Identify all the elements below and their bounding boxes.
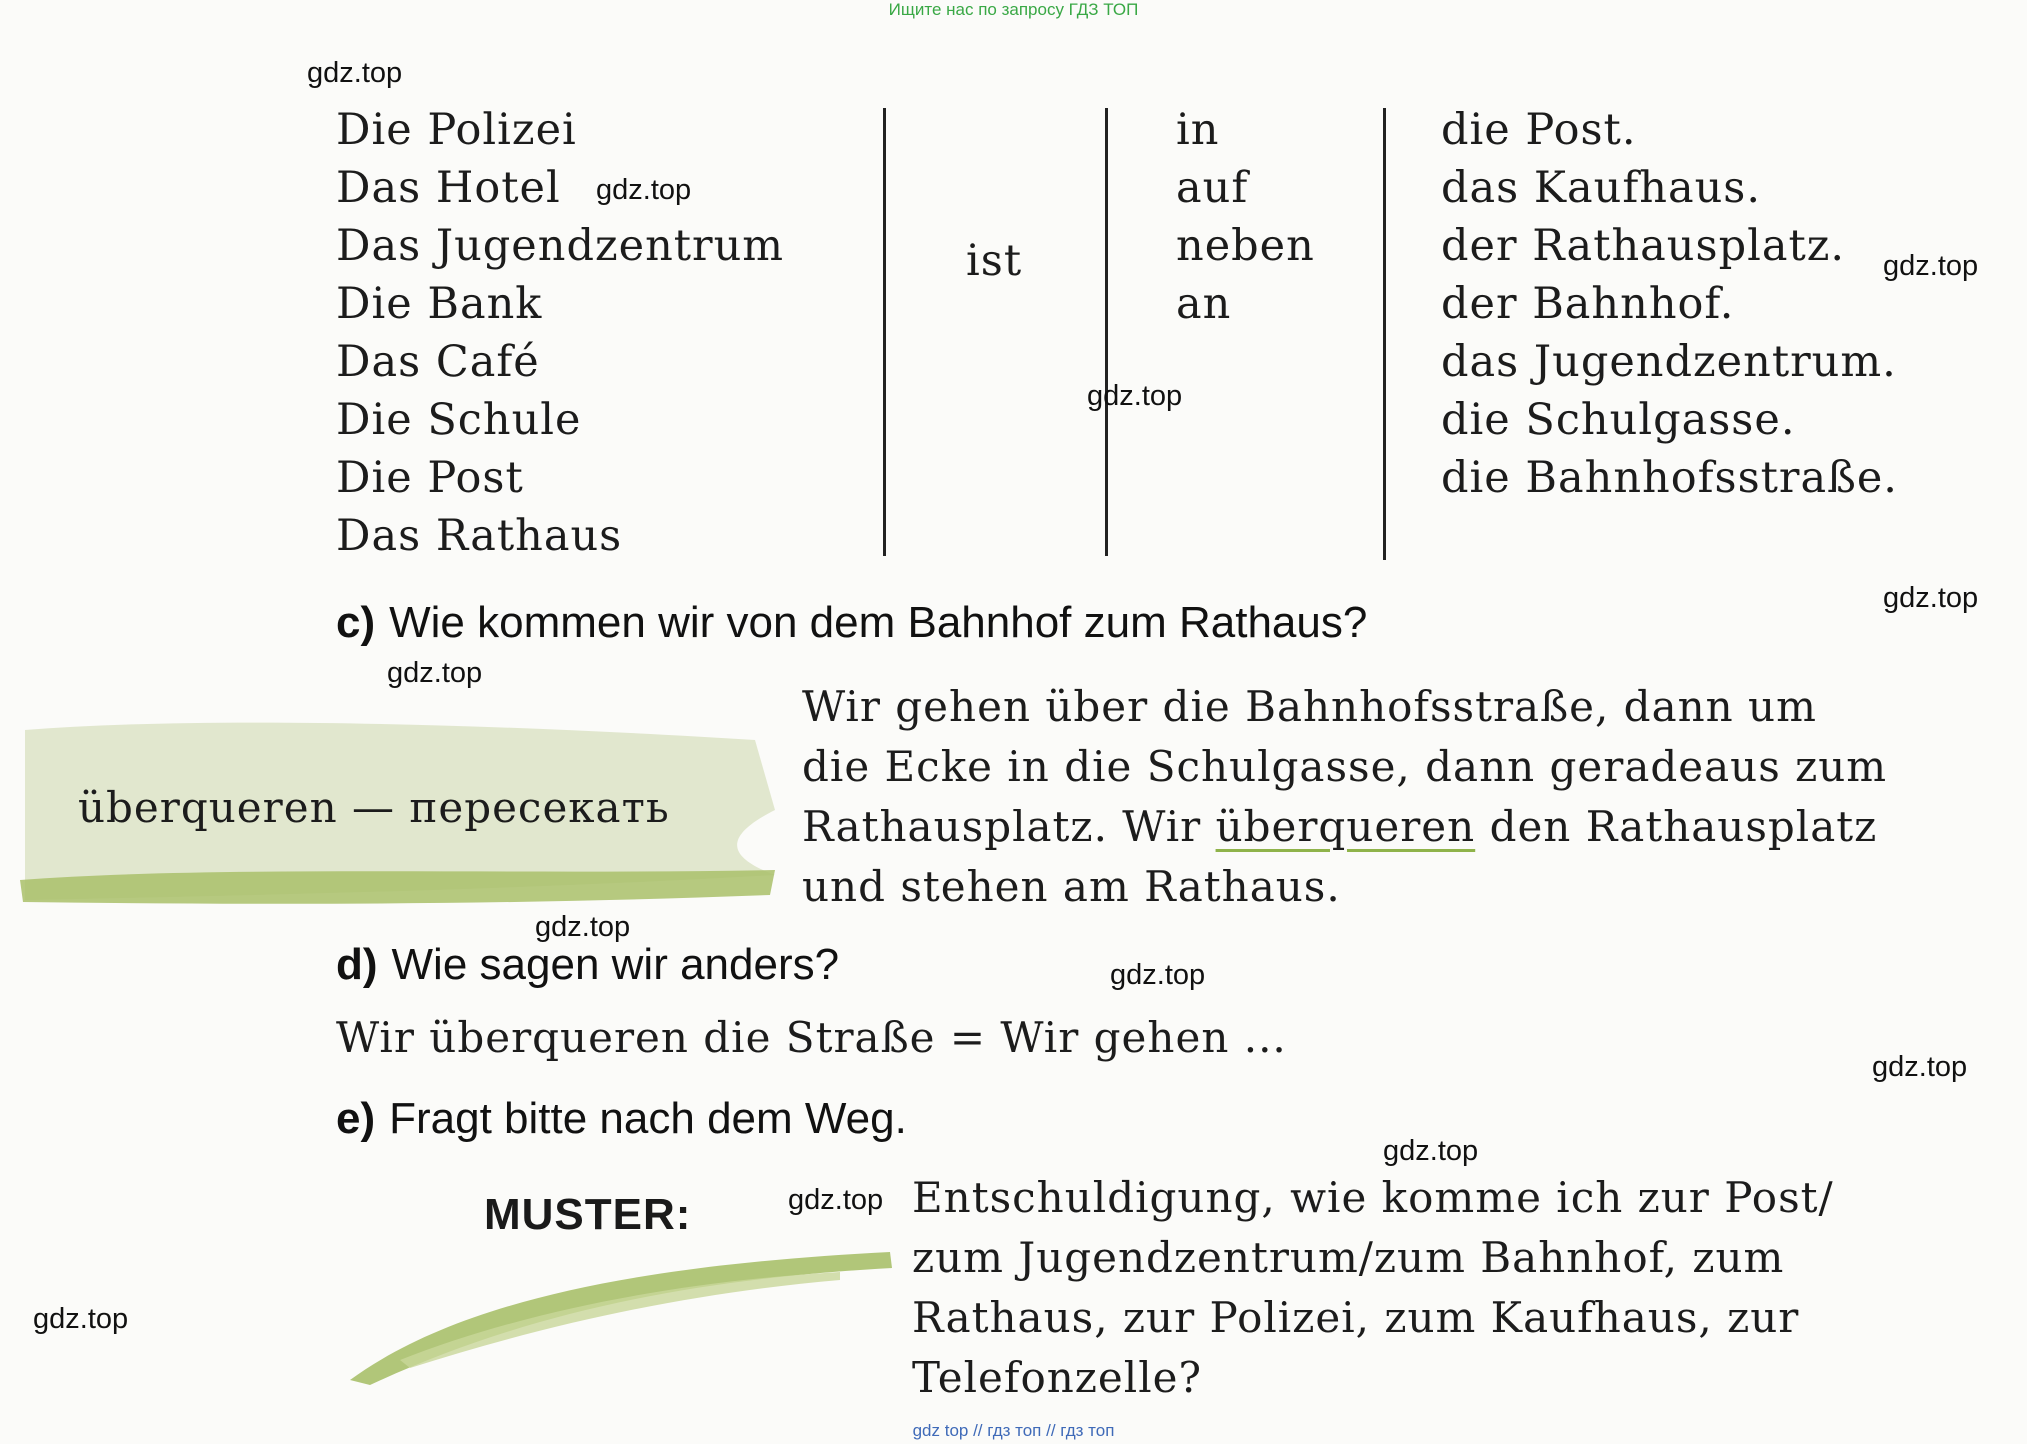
subject-item: Das Café xyxy=(336,337,540,387)
answer-line: und stehen am Rathaus. xyxy=(802,862,1341,911)
answer-c xyxy=(802,677,1887,917)
subject-item: Die Schule xyxy=(336,395,582,445)
preposition-item: in xyxy=(1176,105,1220,155)
column-divider xyxy=(1105,108,1108,556)
subject-item: Die Post xyxy=(336,453,524,503)
objects-column xyxy=(1441,101,1898,507)
question-d-text: Wie sagen wir anders? xyxy=(391,940,840,989)
watermark: gdz.top xyxy=(1883,582,1979,614)
prepositions-column xyxy=(1176,101,1315,333)
letter-d: d) xyxy=(336,940,378,989)
bottom-banner: gdz top // гдз топ // гдз топ xyxy=(912,1421,1115,1440)
watermark: gdz.top xyxy=(1883,250,1979,282)
question-c xyxy=(336,598,1367,648)
object-item: der Bahnhof. xyxy=(1441,279,1735,329)
watermark: gdz.top xyxy=(1383,1135,1479,1167)
preposition-item: an xyxy=(1176,279,1232,329)
question-d xyxy=(336,940,839,990)
column-divider xyxy=(1383,108,1386,560)
subject-item: Die Bank xyxy=(336,279,543,329)
subjects-column xyxy=(336,101,784,565)
letter-e: e) xyxy=(336,1094,376,1143)
question-e-text: Fragt bitte nach dem Weg. xyxy=(389,1094,907,1143)
letter-c: c) xyxy=(336,598,376,647)
preposition-item: auf xyxy=(1176,163,1249,213)
object-item: das Jugendzentrum. xyxy=(1441,337,1897,387)
muster-line: zum Jugendzentrum/zum Bahnhof, zum xyxy=(912,1233,1785,1282)
object-item: die Bahnhofsstraße. xyxy=(1441,453,1898,503)
watermark: gdz.top xyxy=(1087,380,1183,412)
muster-line: Telefonzelle? xyxy=(912,1353,1202,1402)
watermark: gdz.top xyxy=(1872,1051,1968,1083)
subject-item: Die Polizei xyxy=(336,105,577,155)
answer-line xyxy=(802,797,1887,857)
subject-item: Das Hotel xyxy=(336,163,561,213)
top-banner: Ищите нас по запросу ГДЗ ТОП xyxy=(888,0,1139,19)
watermark: gdz.top xyxy=(33,1303,129,1335)
watermark: gdz.top xyxy=(788,1184,884,1216)
verb-ist: ist xyxy=(966,236,1023,286)
question-c-text: Wie kommen wir von dem Bahnhof zum Rathaus? xyxy=(389,598,1368,647)
muster-label: MUSTER: xyxy=(484,1190,692,1239)
highlighted-word: überqueren xyxy=(1215,802,1476,851)
answer-line: Wir gehen über die Bahnhofsstraße, dann um xyxy=(802,682,1817,731)
object-item: die Schulgasse. xyxy=(1441,395,1796,445)
answer-line-end: den Rathausplatz xyxy=(1475,802,1878,851)
object-item: der Rathausplatz. xyxy=(1441,221,1846,271)
watermark: gdz.top xyxy=(387,657,483,689)
column-divider xyxy=(883,108,886,556)
answer-line-start: Rathausplatz. Wir xyxy=(802,802,1216,851)
subject-item: Das Jugendzentrum xyxy=(336,221,785,271)
object-item: das Kaufhaus. xyxy=(1441,163,1762,213)
example-d: Wir überqueren die Straße = Wir gehen ... xyxy=(336,1013,1287,1062)
muster-text xyxy=(912,1168,1834,1408)
object-item: die Post. xyxy=(1441,105,1637,155)
watermark: gdz.top xyxy=(1110,959,1206,991)
question-e xyxy=(336,1094,907,1144)
muster-line: Rathaus, zur Polizei, zum Kaufhaus, zur xyxy=(912,1293,1800,1342)
muster-line: Entschuldigung, wie komme ich zur Post/ xyxy=(912,1173,1834,1222)
watermark: gdz.top xyxy=(596,174,692,206)
muster-brush-stroke xyxy=(340,1240,900,1390)
answer-line: die Ecke in die Schulgasse, dann geradeaus zum xyxy=(802,742,1888,791)
watermark: gdz.top xyxy=(307,57,403,89)
watermark: gdz.top xyxy=(535,911,631,943)
preposition-item: neben xyxy=(1176,221,1315,271)
vocab-uberqueren: überqueren — пересекать xyxy=(78,783,670,832)
subject-item: Das Rathaus xyxy=(336,511,623,561)
